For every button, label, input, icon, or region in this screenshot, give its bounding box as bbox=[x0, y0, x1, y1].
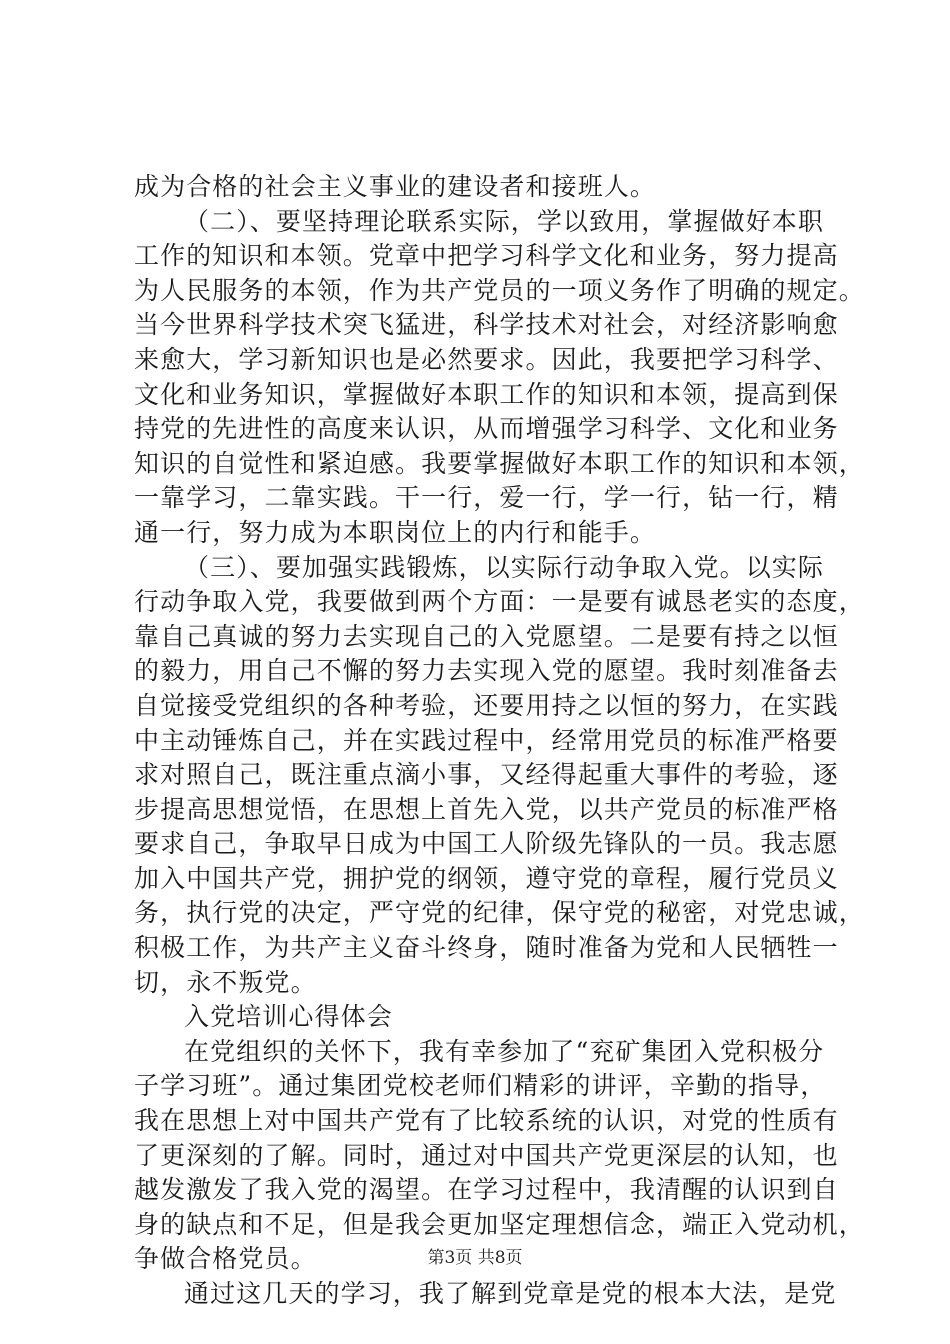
document-body bbox=[134, 170, 865, 1312]
text-line: 身的缺点和不足，但是我会更加坚定理想信念，端正入党动机， bbox=[134, 1209, 865, 1239]
text-line: 在党组织的关怀下，我有幸参加了“兖矿集团入党积极分 bbox=[184, 1036, 825, 1066]
text-line: 我在思想上对中国共产党有了比较系统的认识，对党的性质有 bbox=[134, 1106, 839, 1136]
text-line: 要求自己，争取早日成为中国工人阶级先锋队的一员。我志愿 bbox=[134, 829, 839, 859]
text-line: （三）、要加强实践锻炼，以实际行动争取入党。以实际 bbox=[184, 552, 825, 582]
text-line: 了更深刻的了解。同时，通过对中国共产党更深层的认知，也 bbox=[134, 1140, 839, 1170]
text-line: 子学习班”。通过集团党校老师们精彩的讲评，辛勤的指导， bbox=[134, 1071, 827, 1101]
text-line: 步提高思想觉悟，在思想上首先入党，以共产党员的标准严格 bbox=[134, 794, 839, 824]
text-line: 争做合格党员。 bbox=[134, 1244, 317, 1274]
text-line: 求对照自己，既注重点滴小事，又经得起重大事件的考验，逐 bbox=[134, 760, 839, 790]
text-line: 越发激发了我入党的渴望。在学习过程中，我清醒的认识到自 bbox=[134, 1175, 839, 1205]
text-line: 切，永不叛党。 bbox=[134, 967, 317, 997]
text-line: 当今世界科学技术突飞猛进，科学技术对社会，对经济影响愈 bbox=[134, 310, 839, 340]
text-line: 通过这几天的学习，我了解到党章是党的根本大法，是党 bbox=[184, 1279, 837, 1308]
text-line: 持党的先进性的高度来认识，从而增强学习科学、文化和业务 bbox=[134, 414, 839, 444]
text-line: 通一行，努力成为本职岗位上的内行和能手。 bbox=[134, 517, 657, 547]
page-number: 第3页 共8页 bbox=[427, 1248, 523, 1268]
text-line: 加入中国共产党，拥护党的纲领，遵守党的章程，履行党员义 bbox=[134, 863, 839, 893]
text-line: 中主动锤炼自己，并在实践过程中，经常用党员的标准严格要 bbox=[134, 725, 839, 755]
section-heading: 入党培训心得体会 bbox=[184, 1002, 393, 1032]
text-line: 工作的知识和本领。党章中把学习科学文化和业务，努力提高 bbox=[134, 241, 839, 271]
text-line: 行动争取入党，我要做到两个方面：一是要有诚恳老实的态度， bbox=[134, 587, 865, 617]
text-line: 成为合格的社会主义事业的建设者和接班人。 bbox=[134, 172, 657, 201]
text-line: 靠自己真诚的努力去实现自己的入党愿望。二是要有持之以恒 bbox=[134, 621, 839, 651]
text-line: 的毅力，用自己不懈的努力去实现入党的愿望。我时刻准备去 bbox=[134, 656, 839, 686]
text-line: 为人民服务的本领，作为共产党员的一项义务作了明确的规定。 bbox=[134, 275, 865, 305]
text-line: 务，执行党的决定，严守党的纪律，保守党的秘密，对党忠诚， bbox=[134, 898, 865, 928]
text-line: 文化和业务知识，掌握做好本职工作的知识和本领，提高到保 bbox=[134, 379, 839, 409]
text-line: （二）、要坚持理论联系实际，学以致用，掌握做好本职 bbox=[184, 206, 825, 236]
text-line: 自觉接受党组织的各种考验，还要用持之以恒的努力，在实践 bbox=[134, 690, 839, 720]
text-line: 积极工作，为共产主义奋斗终身，随时准备为党和人民牺牲一 bbox=[134, 933, 839, 963]
text-line: 知识的自觉性和紧迫感。我要掌握做好本职工作的知识和本领， bbox=[134, 448, 865, 478]
text-line: 来愈大，学习新知识也是必然要求。因此，我要把学习科学、 bbox=[134, 344, 839, 374]
text-line: 一靠学习，二靠实践。干一行，爱一行，学一行，钻一行，精 bbox=[134, 483, 839, 513]
